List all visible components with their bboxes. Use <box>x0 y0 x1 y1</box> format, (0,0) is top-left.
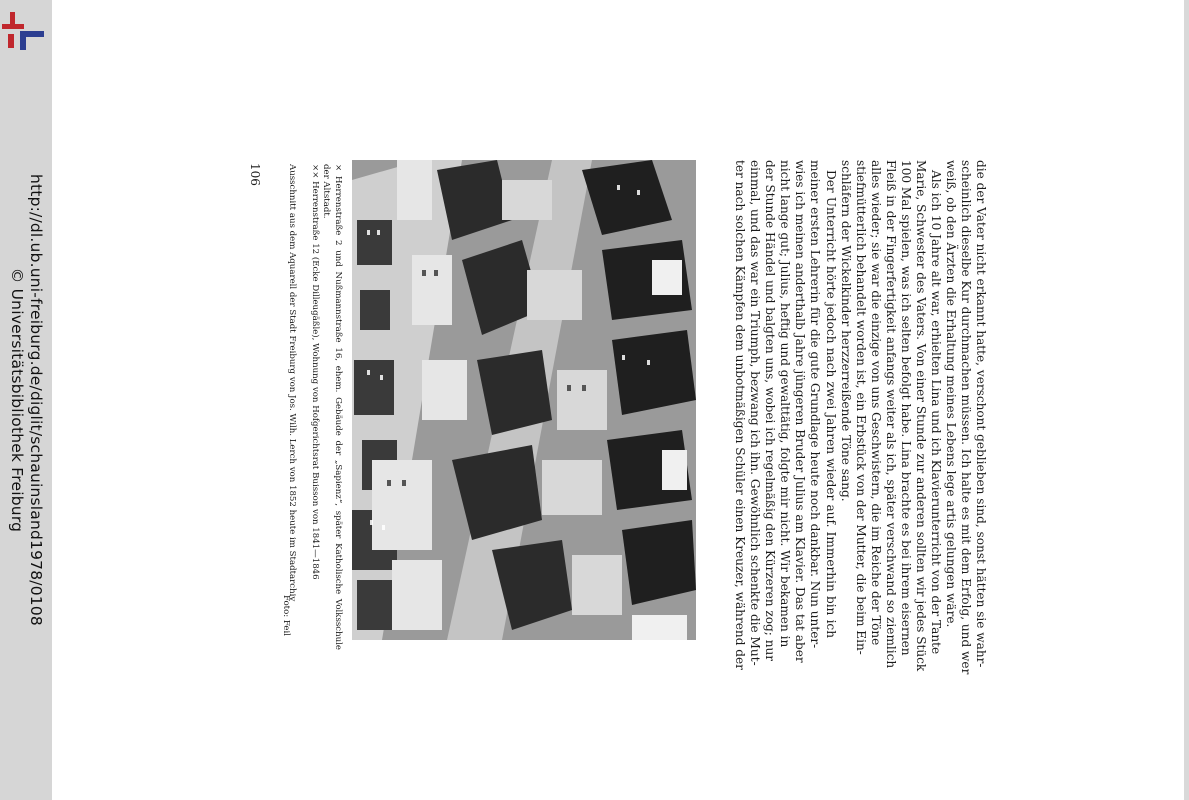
text-line: der Stunde Händel und balgten uns, wobei ich regelmäßig den Kürzeren zog; nur <box>763 160 778 662</box>
text-line: Der Unterricht hörte jedoch nach zwei Jahren wieder auf. Immerhin bin ich <box>823 170 838 638</box>
copyright-notice: © Universitätsbibliothek Freiburg <box>8 267 26 533</box>
text-line: 100 Mal spielen, was ich selten befolgt habe. Lina brachte es bei ihrem eisernen <box>898 160 913 656</box>
text-line: alles wieder; sie war die einzige von uns Geschwistern, die im Reiche der Töne <box>868 160 883 646</box>
photo-credit: Foto: Feil <box>281 595 291 636</box>
viewer-sidebar <box>0 0 52 800</box>
caption-1 <box>320 164 343 650</box>
text-line: ter nach solchen Kämpfen dem unbotmäßigen Schüler einen Kreuzer, während der <box>733 160 748 670</box>
page-number: 106 <box>248 163 262 186</box>
text-line: scheinlich dieselbe Kur durchmachen müssen. Ich halte es mit dem Erfolg, und wer <box>958 160 973 675</box>
caption-line: ×× Herrenstraße 12 (Ecke Dilleugäßle), Wohnung von Hofgerichtsrat Buisson von 1841—1846 <box>310 164 320 580</box>
page-body-text <box>732 160 988 675</box>
text-line: meiner ersten Lehrerin für die gute Grundlage heute noch dankbar. Nun unter- <box>808 160 823 649</box>
text-line: einmal, und das war ein Triumph, bezwang ich ihn. Gewöhnlich schenkte die Mut- <box>748 160 763 666</box>
text-line: stiefmütterlich behandelt worden ist, ein Erbstück von der Mutter, die beim Ein- <box>853 160 868 655</box>
city-aquarelle-illustration <box>352 160 696 640</box>
permalink-url[interactable]: http://dl.ub.uni-freiburg.de/diglit/schauinsland1978/0108 <box>27 174 45 626</box>
aquarelle-image <box>352 160 696 640</box>
text-line: die der Vater nicht erkannt hatte, verschont geblieben sind, sonst hätten sie wahr- <box>974 160 988 668</box>
caption-line: der Altstadt. <box>321 164 332 219</box>
sidebar-text <box>0 0 52 800</box>
text-line: schläfern der Wickelkinder herzzerreißende Töne sang. <box>838 160 853 502</box>
text-line: Fleiß in der Fingerfertigkeit anfangs weiter als ich, später verschwand so ziemlich <box>883 160 898 669</box>
text-line: Als ich 10 Jahre alt war, erhielten Lina und ich Klavierunterricht von der Tante <box>928 170 943 655</box>
caption-2 <box>308 164 320 650</box>
caption-line: Ausschnitt aus dem Aquarell der Stadt Freiburg von Jos. Wilh. Lerch von 1852 heute im Stadtarchiv <box>287 164 297 602</box>
caption-3 <box>285 164 297 650</box>
text-line: Marie, Schwester des Vaters. Von einer Stunde zur anderen sollten wir jedes Stück <box>913 160 928 672</box>
text-line: wies ich meinen anderthalb Jahre jüngeren Bruder Julius am Klavier. Das tat aber <box>793 160 808 663</box>
caption-line: × Herrenstraße 2 und Nußmannstraße 16, ehem. Gebäude der „Sapienz“, später Katholische Volksschule <box>333 164 343 650</box>
right-edge-strip <box>1184 0 1189 800</box>
text-line: weiß, ob den Ärzten die Erhaltung meines Lebens lege artis gelungen wäre. <box>943 160 958 628</box>
text-line: nicht lange gut; Julius, heftig und gewalttätig, folgte mir nicht. Wir bekamen in <box>778 160 793 648</box>
